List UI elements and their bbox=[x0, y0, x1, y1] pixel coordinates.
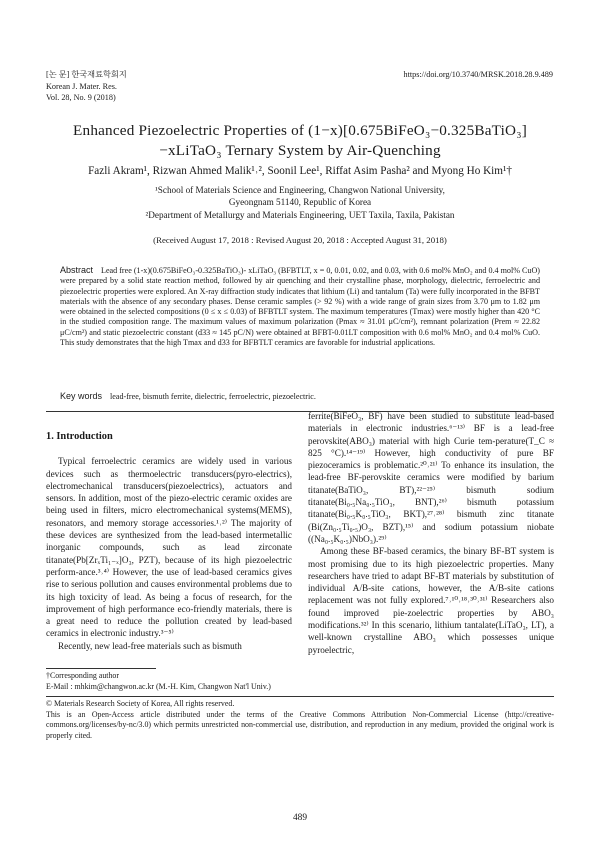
affiliation-1-line-1: ¹School of Materials Science and Engineering, Changwon National University, bbox=[155, 185, 445, 195]
keywords-label: Key words bbox=[60, 391, 103, 401]
journal-header bbox=[46, 69, 127, 104]
intro-left-column bbox=[46, 431, 292, 652]
paper-title bbox=[46, 121, 554, 161]
doi-link[interactable]: https://doi.org/10.3740/MRSK.2018.28.9.489 bbox=[403, 70, 553, 79]
section-heading-introduction: 1. Introduction bbox=[46, 431, 113, 442]
journal-english-name: Korean J. Mater. Res. bbox=[46, 81, 117, 91]
received-dates: (Received August 17, 2018 : Revised August 20, 2018 : Accepted August 31, 2018) bbox=[153, 235, 447, 245]
intro-right-column bbox=[308, 410, 554, 656]
intro-right-paragraph-2: Among these BF-based ceramics, the binary BF-BT system is most promising due to its high piezoelectric properties. Many researchers have tried to adapt BF-BT materials by substitution of individual A/B-site cations, however, the A/B-site cations replacement was not fully explored.⁷˒¹⁰˒¹⁸˒³⁰˒³¹⁾ Researchers also found improved pie-zoelectric properties by ABO₃ modifications.³²⁾ In this scenario, lithium tantalate(LiTaO₃, LT), a well-known crystalline ABO₃ which possesses unique pyroelectric, bbox=[308, 546, 554, 655]
abstract-text: Lead free (1-x)(0.675BiFeO₃-0.325BaTiO₃)- xLiTaO₃ (BFBTLT, x = 0, 0.01, 0.02, and 0.03, with 0.6 mol% MnO₂ and 0.4 mol% CuO) were prepared by a solid state reaction method, followed by air quenching and their crystalline phase, morphology, dielectric, ferroelectric and piezoelectric properties were explored. An X-ray diffraction study indicates that lithium (Li) and tantalum (Ta) were fully incorporated in the BFBT materials with the absence of any secondary phases. Dense ceramic samples (> 92 %) with a wide range of grain sizes from 3.70 μm to 1.82 μm were obtained in the selected compositions (0 ≤ x ≤ 0.03) of BFBTLT system. The maximum temperatures (Tmax) were mostly higher than 420 °C in the studied composition range. The maximum values of maximum polarization (Pmax ≈ 31.01 μC/cm²), remnant polarization (Prem ≈ 22.82 μC/cm²) and static piezoelectric constant (d33 ≈ 145 pC/N) were obtained at BFBT-0.01LT composition with 0.6 mol% MnO₂ and 0.4 mol% CuO. This study demonstrates that the high Tmax and d33 for BFBTLT ceramics are favorable for industrial applications. bbox=[60, 266, 540, 348]
license-divider bbox=[46, 696, 554, 697]
intro-paragraph-1: Typical ferroelectric ceramics are widely used in various devices such as thermoelectric transducers(pyro-electrics), electromechanical transducers(piezoelectrics), actuators and sensors. In addition, most of the piezo-electric ceramic oxides are being used in filters, micro electromechanical systems(MEMS), resonators, and memory storage accessories.¹˒²⁾ The majority of these devices are synthesized from the lead-based intermetallic inorganic compounds, such as lead zirconate titanate(Pb[ZrₓTi₁₋ₓ]O₃, PZT), because of its high piezoelectric perform-ance.³˒⁴⁾ However, the use of lead-based ceramics gives rise to serious pollution and causes environmental problems due to its high toxicity of lead. As being a focus of research, for the improvement of high performance eco-friendly materials, there is a great need to reduce the pollution created by lead-based ceramics in electronic industry.³⁻⁵⁾ bbox=[46, 456, 292, 639]
journal-volume: Vol. 28, No. 9 (2018) bbox=[46, 93, 116, 102]
title-line-1: Enhanced Piezoelectric Properties of (1−x)[0.675BiFeO₃−0.325BaTiO₃] bbox=[73, 122, 527, 139]
keywords bbox=[60, 391, 540, 401]
title-line-2: −xLiTaO₃ Ternary System by Air-Quenching bbox=[159, 142, 441, 159]
affiliation-1-line-2: Gyeongnam 51140, Republic of Korea bbox=[228, 197, 372, 208]
footnote-divider bbox=[46, 668, 156, 669]
page-number: 489 bbox=[292, 813, 308, 823]
copyright-line: © Materials Research Society of Korea, All rights reserved. bbox=[46, 699, 235, 708]
keywords-text: lead-free, bismuth ferrite, dielectric, ferroelectric, piezoelectric. bbox=[110, 392, 316, 401]
license-text: This is an Open-Access article distributed under the terms of the Creative Commons Attribution Non-Commercial License (http://creative-commons.org/licenses/by-nc/3.0) which permits unrestricted non-commercial use, distribution, and reproduction in any medium, provided the original work is properly cited. bbox=[46, 709, 554, 740]
corresponding-author: †Corresponding author bbox=[46, 671, 119, 680]
abstract bbox=[60, 265, 540, 348]
intro-right-paragraph-1: ferrite(BiFeO₃, BF) have been studied to substitute lead-based materials in electronic industries.⁶⁻¹³⁾ BF is a lead-free perovskite(ABO₃) material with high Curie tem-perature(T_C ≈ 825 °C).¹⁴⁻¹⁹⁾ However, high conductivity of pure BF piezoceramics is problematic.²⁰˒²¹⁾ To enhance its insulation, the lead-free BF-perovskite ceramics were modified by barium titanate(BaTiO₃, BT),²²⁻²⁵⁾ bismuth sodium titanate(Bi₀.₅Na₀.₅TiO₃, BNT),²⁶⁾ bismuth potassium titanate(Bi₀.₅K₀.₅TiO₃, BKT),²⁷˒²⁸⁾ bismuth zinc titanate (Bi(Zn₀.₅Ti₀.₅)O₃, BZT),¹⁵⁾ and sodium potassium niobate ((Na₀.₅K₀.₅)NbO₃).²⁹⁾ bbox=[308, 411, 554, 544]
affiliation-1 bbox=[46, 184, 554, 208]
corresponding-author-note bbox=[46, 671, 554, 692]
license-note bbox=[46, 699, 554, 741]
author-list: Fazli Akram¹, Rizwan Ahmed Malik¹˒², Soonil Lee¹, Riffat Asim Pasha² and Myong Ho Kim¹† bbox=[88, 165, 512, 177]
author-email: E-Mail : mhkim@changwon.ac.kr (M.-H. Kim, Changwon Nat'l Univ.) bbox=[46, 681, 271, 691]
intro-paragraph-2: Recently, new lead-free materials such as bismuth bbox=[58, 640, 242, 651]
abstract-label: Abstract bbox=[60, 265, 94, 275]
journal-korean-name: [논 문] 한국재료학회지 bbox=[46, 70, 127, 79]
affiliation-2: ²Department of Metallurgy and Materials Engineering, UET Taxila, Taxila, Pakistan bbox=[145, 210, 455, 220]
